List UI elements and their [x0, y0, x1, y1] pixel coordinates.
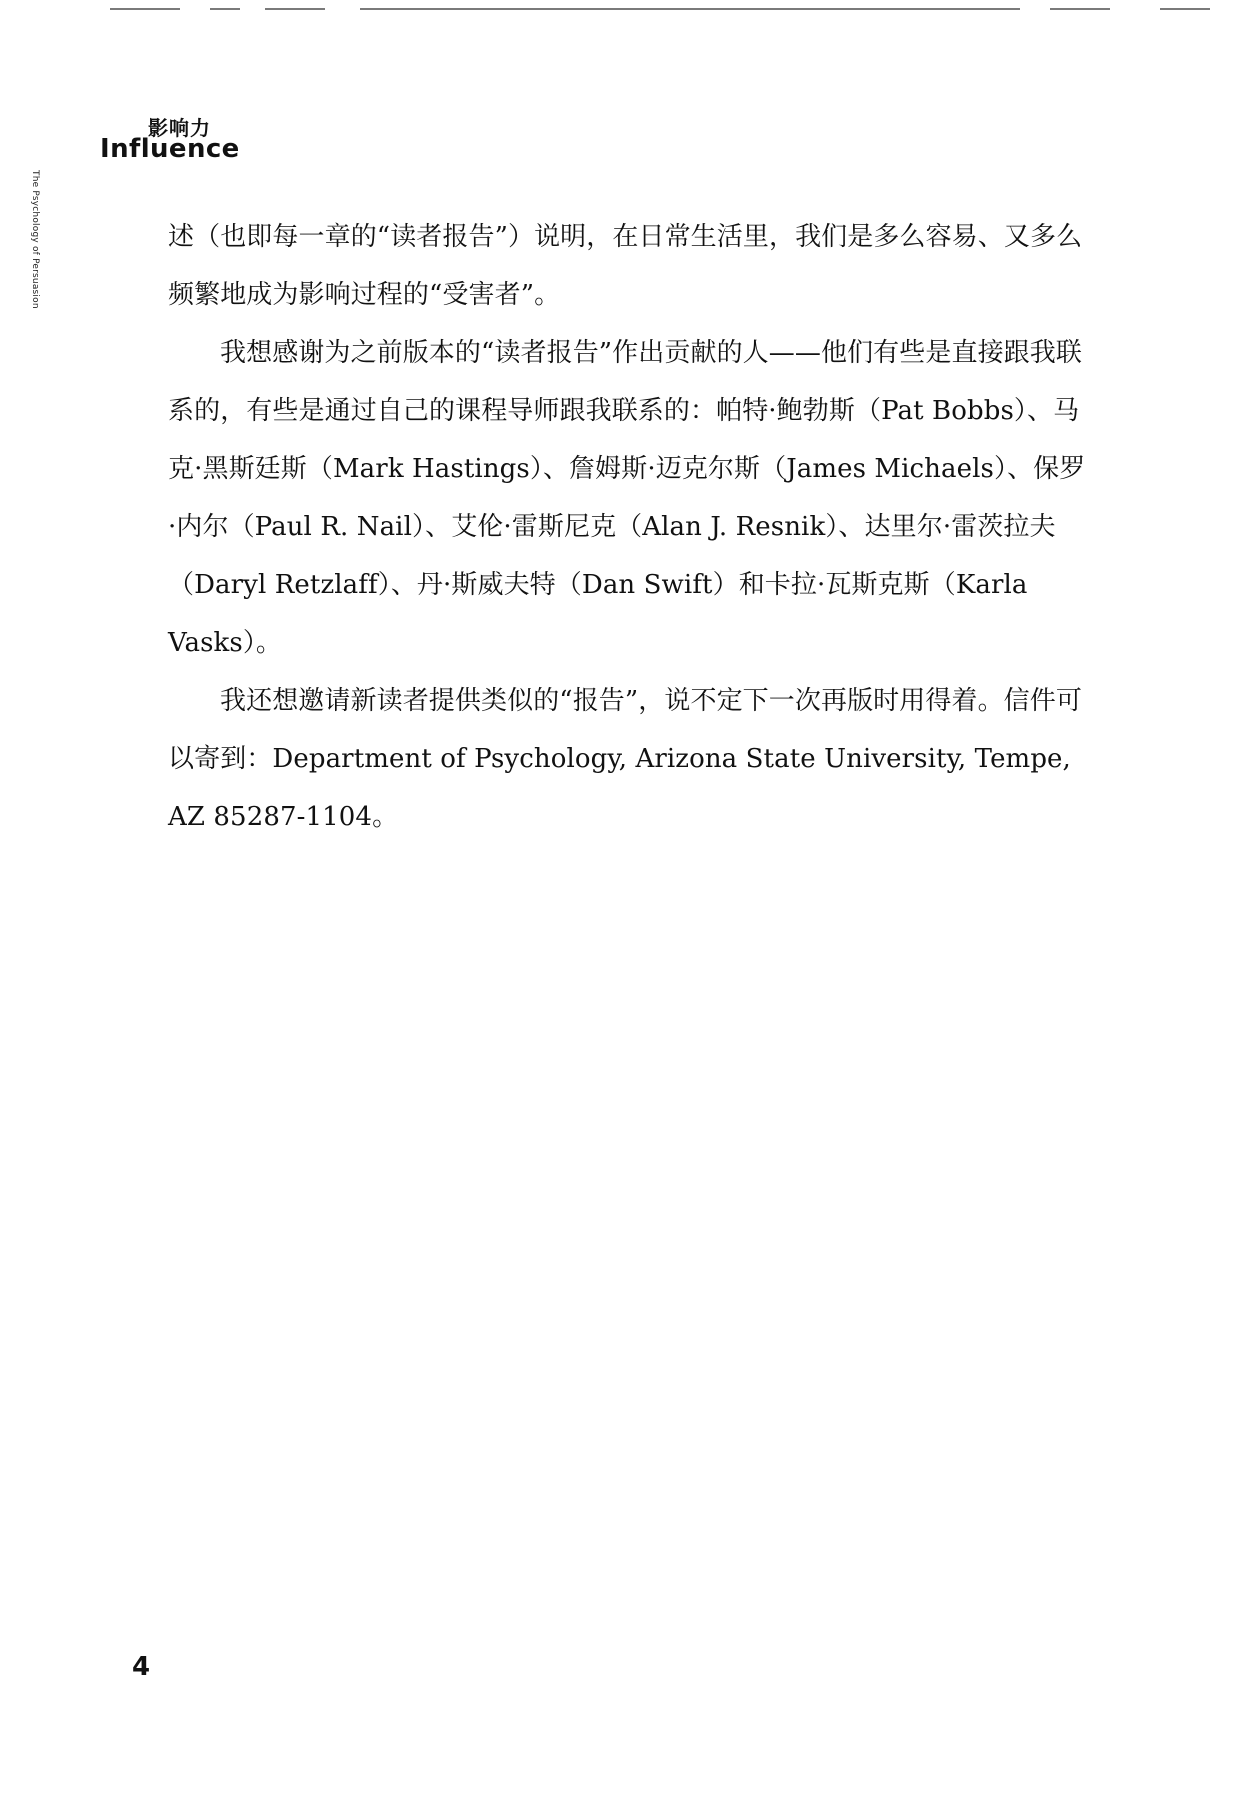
- scan-artifact-segment: [265, 8, 325, 10]
- book-title-chinese: 影响力: [148, 116, 211, 140]
- page-number: 4: [132, 1652, 151, 1682]
- scan-artifact-segment: [110, 8, 180, 10]
- scan-artifact-segment: [210, 8, 240, 10]
- vertical-subtitle-text: The Psychology of Persuasion: [29, 170, 40, 309]
- scan-artifact-segment: [1160, 8, 1210, 10]
- scan-artifacts: [0, 0, 1248, 20]
- paragraph-2: 我想感谢为之前版本的“读者报告”作出贡献的人——他们有些是直接跟我联系的，有些是通过自己的课程导师跟我联系的：帕特·鲍勃斯（Pat Bobbs）、马克·黑斯廷斯（Mark Hastings）、詹姆斯·迈克尔斯（James Michaels）、保罗·内尔（Paul R. Nail）、艾伦·雷斯尼克（Alan J. Resnik）、达里尔·雷茨拉夫（Daryl Retzlaff）、丹·斯威夫特（Dan Swift）和卡拉·瓦斯克斯（Karla Vasks）。: [168, 338, 1086, 658]
- scan-artifact-segment: [1050, 8, 1110, 10]
- book-logo: [100, 112, 240, 172]
- page-content: [168, 208, 1091, 846]
- book-title-english: Influence: [100, 134, 240, 164]
- scan-artifact-segment: [360, 8, 1020, 10]
- vertical-subtitle: [29, 170, 116, 310]
- paragraph-1: 述（也即每一章的“读者报告”）说明，在日常生活里，我们是多么容易、又多么频繁地成为影响过程的“受害者”。: [168, 222, 1083, 310]
- paragraph-3: 我还想邀请新读者提供类似的“报告”，说不定下一次再版时用得着。信件可以寄到：Department of Psychology, Arizona State University, Tempe, AZ 85287-1104。: [168, 686, 1082, 832]
